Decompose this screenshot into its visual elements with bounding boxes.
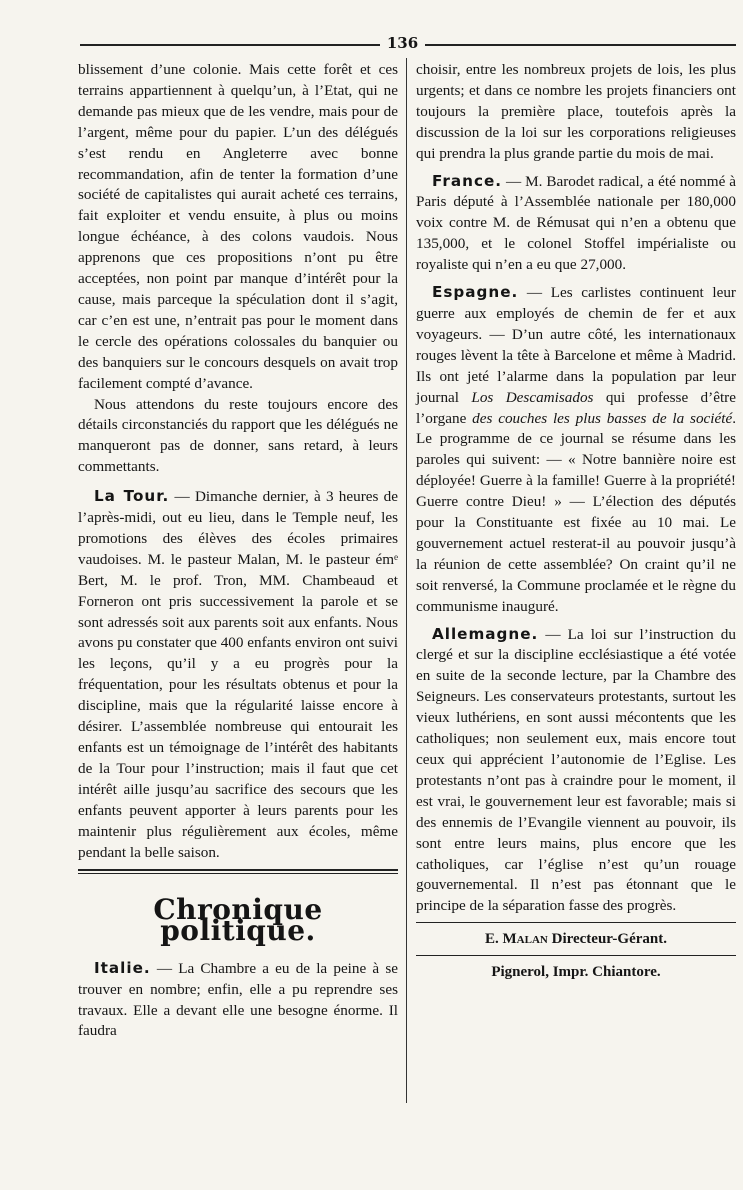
- italie-heading: Italie.: [94, 958, 151, 977]
- la-tour-article: [78, 486, 398, 863]
- printer-line: Pignerol, Impr. Chiantore.: [491, 964, 661, 981]
- signature-rule-top: [416, 922, 736, 923]
- la-tour-heading: La Tour.: [94, 487, 170, 506]
- signature-name: E. Malan: [485, 931, 548, 948]
- espagne-journal-title: Los Descamisados: [471, 388, 594, 406]
- left-column: [78, 60, 398, 1042]
- page-header: [80, 34, 736, 54]
- signature-role: Directeur-Gérant.: [547, 931, 667, 948]
- page-number: 136: [386, 34, 419, 52]
- colony-paragraph: blissement d’une colonie. Mais cette forêt et ces terrains appartiennent à quelqu’un, à l’Etat, qui ne demande pas mieux que de les vendre, mais pour de l’argent, même pour du papier. L’un des délégués s’est rendu en Angleterre avec bonne recommandation, afin de tenter la formation d’une société de capitalistes qui aurait acheté ces terrains, fait exploiter et vendu ensuite, à plus ou moins longue échéance, à des colons vaudois. Nous apprenons que ces propositions n’ont pu être acceptées, non point par manque d’intérêt pour la cause, mais parceque la spéculation dont il s’agit, car c’en est une, n’entrait pas pour le moment dans le cercle des opérations colossales du banquier ou des banquiers sur le concours desquels on avait trop facilement compté d’avance.: [78, 61, 398, 392]
- france-heading: France.: [432, 171, 503, 190]
- signature-rule-bottom: [416, 955, 736, 956]
- espagne-text-1: — Les carlistes continuent leur guerre aux employés de chemin de fer et aux voyageurs. — D’un autre côté, les internationaux rouges lèvent la tête à Barcelone et même à Madrid. Ils ont jeté l’alarme dans la population par leur journal: [416, 284, 736, 406]
- allemagne-heading: Allemagne.: [432, 624, 539, 643]
- section-rule-thin: [78, 873, 398, 874]
- signature: [416, 929, 736, 950]
- header-rule-left: [80, 44, 380, 46]
- espagne-text-3: . Le programme de ce journal se résume dans les paroles qui suivent: — « Notre bannière noire est déployée! Guerre à la famille! Guerre à la propriété! Guerre contre Dieu! » — L’élection des députés pour la Constituante est fixée au 10 mai. Le gouvernement actuel resterat-il au pouvoir jusqu’à la réunion de cette assemblée? On craint qu’il ne soit renversé, la Commune proclamée et le règne du communisme inauguré.: [416, 409, 737, 615]
- espagne-heading: Espagne.: [432, 283, 519, 302]
- espagne-quote: des couches les plus basses de la société: [472, 409, 733, 427]
- italie-article: [78, 958, 398, 1043]
- right-column: [416, 60, 736, 983]
- france-article: [416, 171, 736, 277]
- italie-text: — La Chambre a eu de la peine à se trouver en nombre; enfin, elle a pu reprendre ses travaux. Elle a devant elle une besogne énorme. Il faudra: [78, 959, 398, 1040]
- column-divider: [406, 58, 407, 1103]
- espagne-text-2: qui professe d’être l’organe: [416, 388, 736, 427]
- espagne-article: [416, 282, 736, 618]
- allemagne-article: [416, 624, 736, 918]
- delegates-paragraph: Nous attendons du reste toujours encore des détails circonstanciés du rapport que les délégués ne manqueront pas de donner, sans retard, à leurs commettants.: [78, 395, 398, 476]
- chronique-title: Chronique politique.: [153, 892, 323, 947]
- la-tour-text: — Dimanche dernier, à 3 heures de l’après-midi, out eu lieu, dans le Temple neuf, les promotions des élèves des écoles primaires vaudoises. M. le pasteur Malan, M. le pasteur émᵉ Bert, M. le prof. Tron, MM. Chambeaud et Forneron ont pris successivement la parole et se sont adressés soit aux parents soit aux enfants. Nous avons pu constater que 400 enfants environ ont suivi les leçons, qu’il y a eu progrès pour la fréquentation, pour les résultats obtenus et pour la discipline, mais que la régularité laisse encore à désirer. L’assemblée nombreuse qui entourait les enfants est un témoignage de l’intérêt des habitants de la Tour pour l’instruction; mais il faut que cet intérêt aille jusqu’au sacrifice des secours que les enfants peuvent apporter à leurs parents pour les maintenir plus régulièrement aux écoles, même pendant la belle saison.: [78, 488, 398, 861]
- header-rule-right: [425, 44, 736, 46]
- allemagne-text: — La loi sur l’instruction du clergé et sur la discipline ecclésiastique a été votée en suite de la seconde lecture, par la Chambre des Seigneurs. Les conservateurs protestants, surtout les vieux luthériens, en sont aussi mécontents que les catholiques; non seulement eux, mais encore tout ceux qui apprécient l’autonomie de l’Eglise. Les protestants n’ont pas à craindre pour le moment, il est vrai, le gouvernement leur est favorable; mais si des ennemis de l’Evangile viennent au pouvoir, ils sont entre leurs mains, plus encore que les catholiques, car l’église n’est qu’un rouage gouvernemental. Il n’est pas étonnant que le principe de la séparation fasse des progrès.: [416, 625, 736, 915]
- italie-continuation: choisir, entre les nombreux projets de lois, les plus urgents; et dans ce nombre les projets financiers ont toujours la première place, toutefois après la discussion de la loi sur les corporations religieuses qui prendra la plus grande partie du mois de mai.: [416, 61, 736, 162]
- france-text: — M. Barodet radical, a été nommé à Paris député à l’Assemblée nationale per 180,000 voix contre M. de Rémusat qui n’en a obtenu que 135,000, et le colonel Stoffel impérialiste ou royaliste qui n’en a eu que 27,000.: [416, 172, 736, 274]
- section-rule: [78, 869, 398, 871]
